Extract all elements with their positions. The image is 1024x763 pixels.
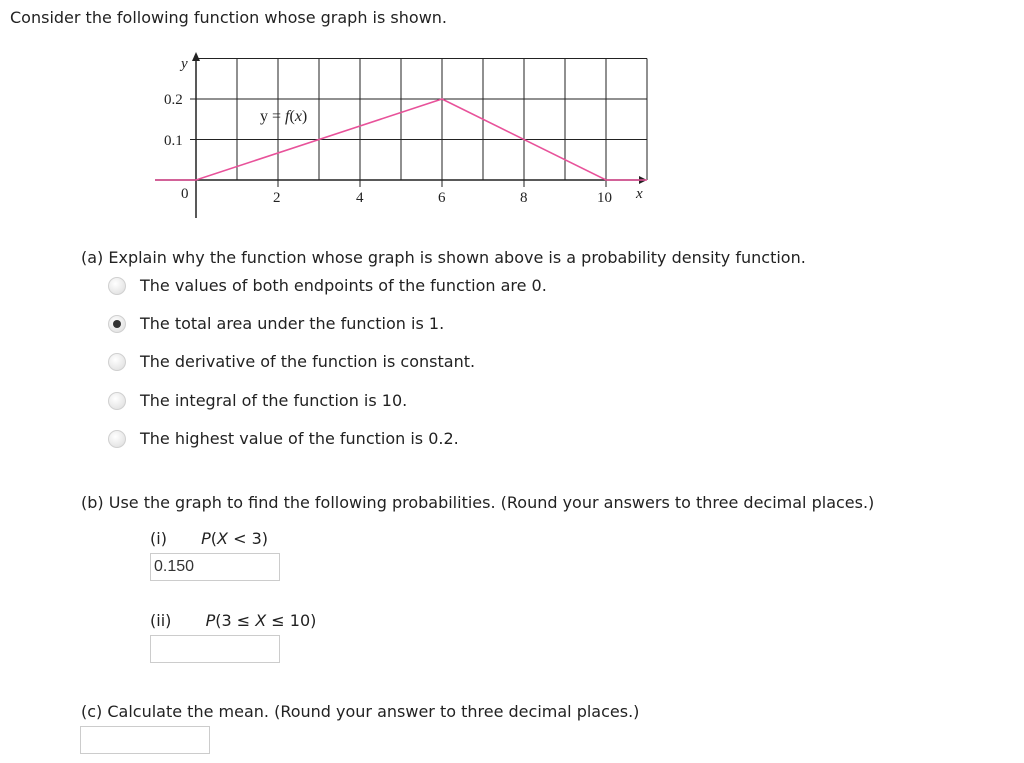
part-c-question: (c) Calculate the mean. (Round your answer to three decimal places.) xyxy=(81,702,640,721)
x-tick-marks xyxy=(278,180,606,187)
x-tick-label-4: 4 xyxy=(356,190,364,206)
x-tick-label-2: 2 xyxy=(273,190,281,206)
answer-b-ii-input[interactable] xyxy=(150,635,280,663)
prob-rel: < 3) xyxy=(228,529,268,548)
problem-intro: Consider the following function whose graph is shown. xyxy=(10,8,447,27)
answer-c-input[interactable] xyxy=(80,726,210,754)
prob-right: ≤ 10) xyxy=(266,611,317,630)
origin-label: 0 xyxy=(181,186,189,202)
x-tick-label-8: 8 xyxy=(520,190,528,206)
part-a-question: (a) Explain why the function whose graph is shown above is a probability density function. xyxy=(81,248,806,267)
option-label: The highest value of the function is 0.2. xyxy=(140,429,459,448)
y-axis-label: y xyxy=(181,56,188,72)
radio-button-unselected[interactable] xyxy=(108,392,126,410)
x-tick-label-6: 6 xyxy=(438,190,446,206)
answer-b-i-input[interactable] xyxy=(150,553,280,581)
x-axis-label: x xyxy=(636,186,643,202)
function-graph xyxy=(150,52,650,222)
x-tick-label-10: 10 xyxy=(597,190,612,206)
y-tick-label-0.1: 0.1 xyxy=(164,133,183,149)
prob-left: (3 ≤ xyxy=(215,611,256,630)
subpart-numeral: (ii) xyxy=(150,611,172,630)
part-b-question: (b) Use the graph to find the following probabilities. (Round your answers to three decimal places.) xyxy=(81,493,875,512)
radio-button-unselected[interactable] xyxy=(108,353,126,371)
option-label: The derivative of the function is constant. xyxy=(140,352,476,371)
y-axis-arrow xyxy=(192,52,200,61)
part-b-i-label xyxy=(150,529,268,548)
subpart-numeral: (i) xyxy=(150,529,167,548)
option-label: The integral of the function is 10. xyxy=(140,391,408,410)
y-tick-marks xyxy=(190,99,196,140)
part-b-ii-label xyxy=(150,611,316,630)
prob-p: P xyxy=(205,611,216,630)
prob-open: ( xyxy=(210,529,218,548)
radio-button-unselected[interactable] xyxy=(108,277,126,295)
prob-var: X xyxy=(255,611,267,630)
prob-var: X xyxy=(217,529,228,548)
prob-p: P xyxy=(201,529,211,548)
option-label: The values of both endpoints of the function are 0. xyxy=(140,276,547,295)
function-label: y = f(x) xyxy=(260,108,308,125)
y-tick-label-0.2: 0.2 xyxy=(164,92,183,108)
radio-button-unselected[interactable] xyxy=(108,430,126,448)
radio-button-selected[interactable] xyxy=(108,315,126,333)
option-label: The total area under the function is 1. xyxy=(140,314,445,333)
